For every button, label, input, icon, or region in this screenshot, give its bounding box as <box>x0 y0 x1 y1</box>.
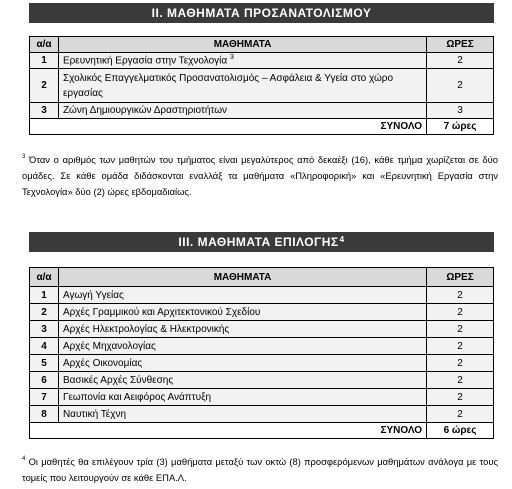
row-hours: 2 <box>427 338 494 355</box>
row-hours: 2 <box>427 69 494 103</box>
row-num: 1 <box>30 53 59 69</box>
row-num: 3 <box>30 321 59 338</box>
row-course: Αγωγή Υγείας <box>58 287 426 304</box>
row-hours: 2 <box>427 287 494 304</box>
row-course: Ζώνη Δημιουργικών Δραστηριοτήτων <box>58 103 426 119</box>
row-hours: 2 <box>427 355 494 372</box>
col-header-course: ΜΑΘΗΜΑΤΑ <box>58 37 426 53</box>
row-num: 4 <box>30 338 59 355</box>
table-row <box>30 103 494 119</box>
row-course: Ναυτική Τέχνη <box>58 406 426 423</box>
table-header-row <box>30 37 494 53</box>
row-hours: 2 <box>427 406 494 423</box>
table-row <box>30 389 494 406</box>
col-header-num: α/α <box>30 37 59 53</box>
row-num: 7 <box>30 389 59 406</box>
footnote-text: Όταν ο αριθμός των μαθητών του τμήματος είναι μεγαλύτερος από δεκαέξι (16), κάθε τμήμα χωρίζεται σε δύο ομάδες. Σε κάθε ομάδα διδάσκονται εναλλάξ τα μαθήματα «Πληροφορική» και «Ερευνητική Εργασία στην Τεχνολογία» δύο (2) ώρες εβδομαδιαίως. <box>22 154 498 198</box>
table-row <box>30 321 494 338</box>
row-course: Σχολικός Επαγγελματικός Προσανατολισμός – Ασφάλεια & Υγεία στο χώρο εργασίας <box>58 69 426 103</box>
section-2-title-banner <box>29 3 494 23</box>
row-hours: 2 <box>427 389 494 406</box>
row-num: 5 <box>30 355 59 372</box>
row-course: Γεωπονία και Αειφόρος Ανάπτυξη <box>58 389 426 406</box>
row-hours: 2 <box>427 321 494 338</box>
total-label: ΣΥΝΟΛΟ <box>30 423 427 439</box>
total-hours: 7 ώρες <box>427 119 494 135</box>
total-label: ΣΥΝΟΛΟ <box>30 119 427 135</box>
row-course: Ερευνητική Εργασία στην Τεχνολογία $^3$ <box>58 53 426 69</box>
col-header-hours: ΩΡΕΣ <box>427 37 494 53</box>
section-3-title-banner <box>29 232 494 252</box>
table-row <box>30 69 494 103</box>
col-header-num: α/α <box>30 268 59 287</box>
table-row <box>30 53 494 69</box>
row-course: Αρχές Μηχανολογίας <box>58 338 426 355</box>
row-hours: 2 <box>427 372 494 389</box>
row-course: Αρχές Οικονομίας <box>58 355 426 372</box>
col-header-course: ΜΑΘΗΜΑΤΑ <box>58 268 426 287</box>
row-course: Βασικές Αρχές Σύνθεσης <box>58 372 426 389</box>
footnote-text: Οι μαθητές θα επιλέγουν τρία (3) μαθήματα μεταξύ των οκτώ (8) προσφερόμενων μαθημάτων ανάλογα με τους τομείς που λειτουργούν σε κάθε ΕΠΑ.Λ. <box>22 456 498 484</box>
total-row <box>30 119 494 135</box>
row-hours: 2 <box>427 53 494 69</box>
row-num: 6 <box>30 372 59 389</box>
row-num: 8 <box>30 406 59 423</box>
table-row <box>30 287 494 304</box>
footnote-ref: 4 <box>339 234 345 244</box>
row-course: Αρχές Ηλεκτρολογίας & Ηλεκτρονικής <box>58 321 426 338</box>
table-row <box>30 304 494 321</box>
table-header-row <box>30 268 494 287</box>
row-num: 2 <box>30 69 59 103</box>
row-hours: 2 <box>427 304 494 321</box>
footnote-mark: 4 <box>22 456 26 462</box>
section-3-title: ΙΙΙ. ΜΑΘΗΜΑΤΑ ΕΠΙΛΟΓΗΣ <box>178 235 339 249</box>
row-num: 2 <box>30 304 59 321</box>
row-hours: 3 <box>427 103 494 119</box>
table-row <box>30 355 494 372</box>
section-2-title: ΙΙ. ΜΑΘΗΜΑΤΑ ΠΡΟΣΑΝΑΤΟΛΙΣΜΟΥ <box>151 6 372 20</box>
footnote-mark: 3 <box>22 154 26 160</box>
row-course: Αρχές Γραμμικού και Αρχιτεκτονικού Σχεδίου <box>58 304 426 321</box>
col-header-hours: ΩΡΕΣ <box>427 268 494 287</box>
section-3-table <box>29 267 494 439</box>
footnote-4 <box>22 452 498 486</box>
footnote-3 <box>22 150 498 200</box>
table-row <box>30 372 494 389</box>
footnote-ref: 3 <box>229 54 234 62</box>
table-row <box>30 338 494 355</box>
total-hours: 6 ώρες <box>427 423 494 439</box>
section-2-table <box>29 36 494 135</box>
total-row <box>30 423 494 439</box>
row-num: 1 <box>30 287 59 304</box>
table-row <box>30 406 494 423</box>
row-num: 3 <box>30 103 59 119</box>
